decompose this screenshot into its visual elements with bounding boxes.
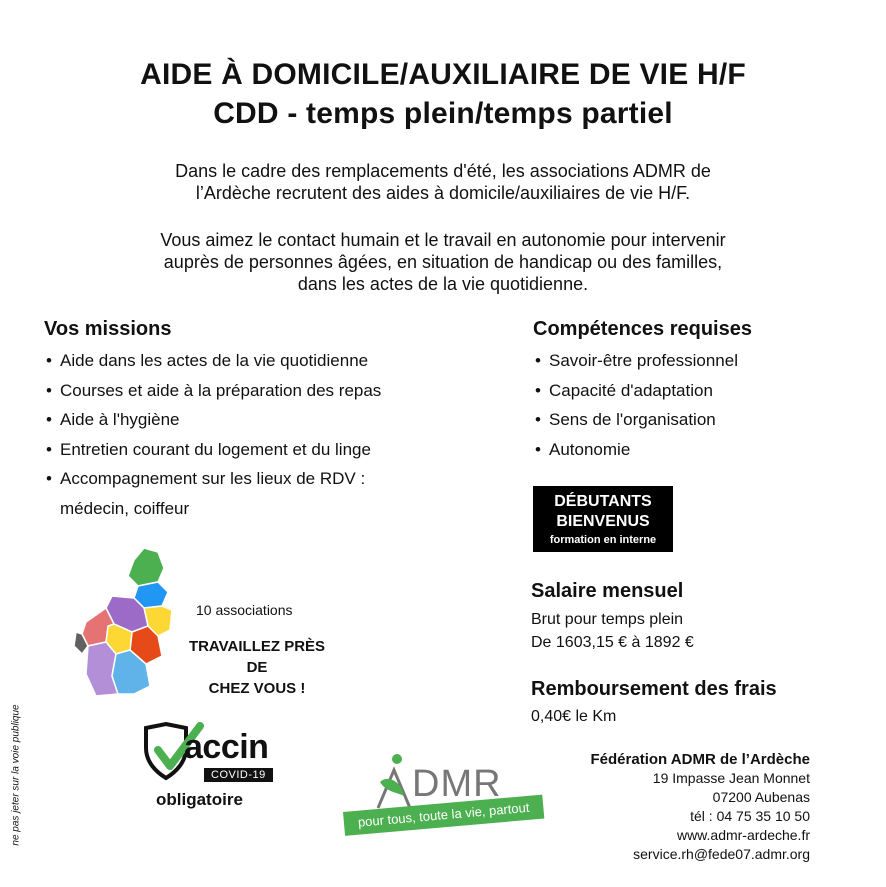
list-item: • Autonomie xyxy=(533,435,833,465)
phone-number: tél : 04 75 35 10 50 xyxy=(690,808,810,824)
list-item: • Entretien courant du logement et du linge xyxy=(44,435,464,465)
contact-block xyxy=(591,750,810,864)
salary-heading: Salaire mensuel xyxy=(531,580,684,602)
vaccine-mandatory-label: obligatoire xyxy=(156,790,243,809)
website-link[interactable]: www.admr-ardeche.fr xyxy=(676,827,810,843)
expenses-heading: Remboursement des frais xyxy=(531,678,777,700)
skills-list xyxy=(533,346,833,464)
intro-paragraph-2: Vous aimez le contact humain et le travail en autonomie pour intervenir auprès de personnes âgées, en situation de handicap ou des familles, dans les actes de la vie quotidienne. xyxy=(160,230,726,294)
missions-heading: Vos missions xyxy=(44,318,172,340)
list-item: • Savoir-être professionnel xyxy=(533,346,833,376)
email-link[interactable]: service.rh@fede07.admr.org xyxy=(633,846,810,862)
list-item: • Accompagnement sur les lieux de RDV : xyxy=(44,464,464,494)
salary-detail: Brut pour temps plein De 1603,15 € à 1892 € xyxy=(531,611,694,651)
contract-type: CDD - temps plein/temps partiel xyxy=(213,97,673,130)
associations-count: 10 associations xyxy=(196,602,293,618)
address-city: 07200 Aubenas xyxy=(712,789,810,805)
job-title: AIDE À DOMICILE/AUXILIAIRE DE VIE H/F xyxy=(140,58,746,91)
organization-name: Fédération ADMR de l’Ardèche xyxy=(590,751,810,768)
list-item-continuation: médecin, coiffeur xyxy=(60,498,190,518)
vaccine-word: accin xyxy=(184,728,269,766)
list-item: • Aide à l'hygiène xyxy=(44,405,464,435)
missions-list xyxy=(44,346,464,523)
expenses-detail: 0,40€ le Km xyxy=(531,708,617,725)
admr-logo-text: DMR xyxy=(412,763,502,805)
list-item: • Capacité d'adaptation xyxy=(533,376,833,406)
admr-tagline: pour tous, toute la vie, partout xyxy=(343,795,544,836)
footer-note: ne pas jeter sur la voie publique xyxy=(10,704,22,846)
list-item: • Sens de l'organisation xyxy=(533,405,833,435)
skills-heading: Compétences requises xyxy=(533,318,752,340)
work-near-home: TRAVAILLEZ PRÈS DE CHEZ VOUS ! xyxy=(188,638,326,697)
covid-tag: COVID-19 xyxy=(204,768,273,782)
list-item: • Aide dans les actes de la vie quotidienne xyxy=(44,346,464,376)
admr-logo-icon xyxy=(374,752,414,812)
ardeche-map-icon xyxy=(72,546,182,700)
beginners-welcome-badge: DÉBUTANTS BIENVENUS formation en interne xyxy=(533,486,673,552)
list-item: • Courses et aide à la préparation des repas xyxy=(44,376,464,406)
intro-paragraph-1: Dans le cadre des remplacements d'été, les associations ADMR de l’Ardèche recrutent des aides à domicile/auxiliaires de vie H/F. xyxy=(175,161,711,203)
address-line: 19 Impasse Jean Monnet xyxy=(652,770,810,786)
